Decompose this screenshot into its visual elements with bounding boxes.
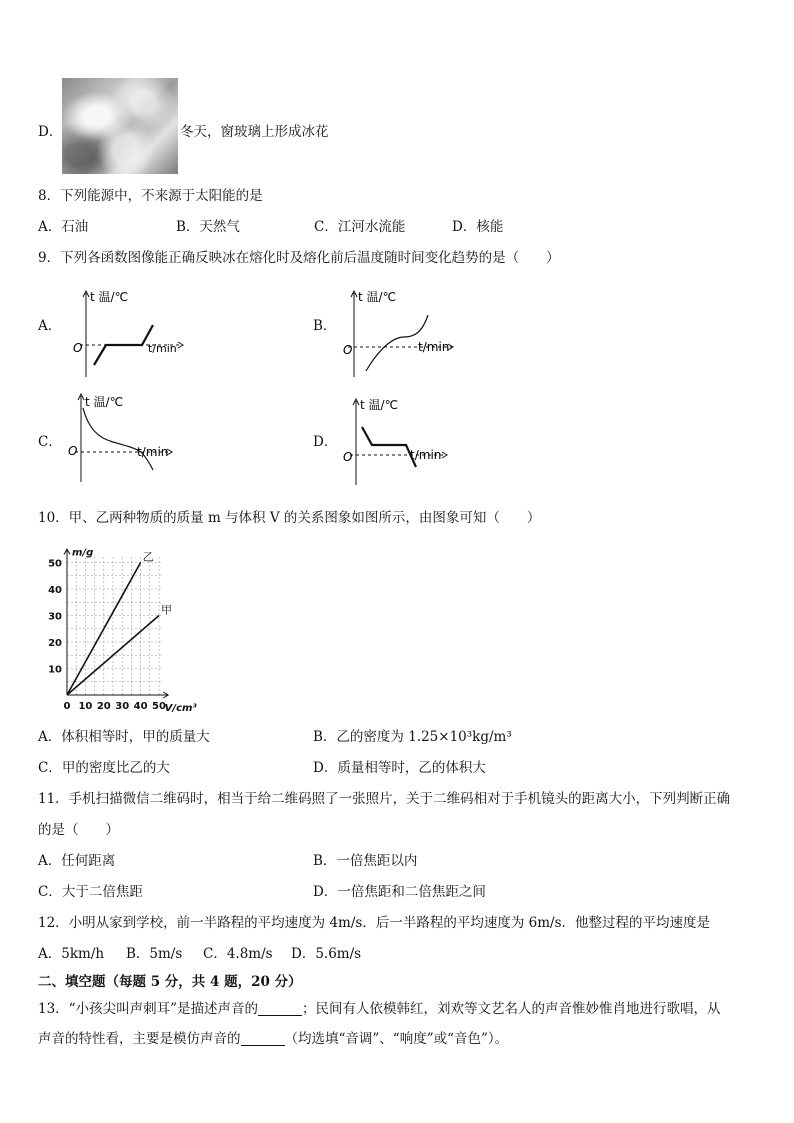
q7-option-d-text: 冬天，窗玻璃上形成冰花 (180, 124, 329, 140)
q7-option-d-label: D． (38, 124, 63, 140)
q9d-x-label: t/min (410, 448, 442, 462)
q9d-y-label: t 温/℃ (360, 398, 399, 412)
q11-option-d: D．一倍焦距和二倍焦距之间 (313, 884, 486, 900)
q13-part2: ；民间有人依模韩红，刘欢等文艺名人的声音惟妙惟肖地进行歌唱，从 (301, 1001, 721, 1017)
mass-volume-chart (40, 532, 260, 717)
q9-label-b: B． (313, 318, 337, 334)
q9-graph-b (338, 285, 458, 380)
y-tick-label: 10 (48, 664, 62, 676)
q9-label-a: A． (38, 318, 62, 334)
q12-option-d: D．5.6m/s (291, 946, 362, 962)
q13-part4: （均选填“音调”、“响度”或“音色”）。 (284, 1031, 509, 1047)
q13-line1 (38, 999, 720, 1019)
section-2-title: 二、填空题（每题 5 分，共 4 题，20 分） (38, 974, 302, 990)
frost-window-photo (62, 78, 178, 174)
q10-option-c: C．甲的密度比乙的大 (38, 760, 170, 776)
y-tick-label: 30 (48, 611, 62, 623)
x-tick-label: 50 (152, 701, 166, 712)
q8-option-c: C．江河水流能 (314, 219, 406, 235)
q8-option-a: A．石油 (38, 219, 89, 235)
q12-option-a: A．5km/h (38, 946, 105, 962)
q13-line2 (38, 1029, 508, 1049)
q9-graph-a (70, 285, 190, 380)
q11-option-a: A．任何距离 (38, 853, 116, 869)
x-tick-label: 20 (96, 701, 111, 712)
y-tick-label: 50 (48, 558, 62, 570)
x-tick-label: 40 (133, 701, 148, 712)
series-label-jia: 甲 (161, 603, 172, 617)
q11-stem-line1: 11．手机扫描微信二维码时，相当于给二维码照了一张照片，关于二维码相对于手机镜头的距离大小，下列判断正确 (38, 791, 731, 807)
x-tick-label: 30 (115, 701, 130, 712)
q8-option-b: B．天然气 (176, 219, 240, 235)
q12-stem: 12．小明从家到学校，前一半路程的平均速度为 4m/s．后一半路程的平均速度为 6m/s．他整过程的平均速度是 (38, 915, 710, 931)
q13-blank-2[interactable] (241, 1031, 285, 1046)
q9-graph-c (65, 390, 185, 485)
q9-label-c: C． (38, 434, 62, 450)
q9a-origin: O (73, 341, 83, 355)
y-tick-label: 40 (48, 585, 62, 596)
q11-stem-line2: 的是（ ） (38, 822, 119, 838)
q11-option-b: B．一倍焦距以内 (313, 853, 418, 869)
q9-stem: 9．下列各函数图像能正确反映冰在熔化时及熔化前后温度随时间变化趋势的是（ ） (38, 250, 560, 266)
q12-option-c: C．4.8m/s (203, 946, 273, 962)
q13-blank-1[interactable] (258, 1001, 302, 1016)
x-tick-label: 0 (63, 701, 71, 712)
q9a-x-label: t/min (148, 342, 177, 355)
q10-option-a: A．体积相等时，甲的质量大 (38, 729, 210, 745)
x-axis-label: V/cm³ (164, 703, 197, 714)
q9d-origin: O (343, 450, 353, 464)
q9a-y-label: t 温/℃ (90, 290, 129, 304)
q10-stem: 10．甲、乙两种物质的质量 m 与体积 V 的关系图象如图所示，由图象可知（ ） (38, 510, 541, 526)
q13-part3: 声音的特性看，主要是模仿声音的 (38, 1031, 241, 1047)
x-tick-label: 10 (78, 701, 93, 712)
q9b-origin: O (343, 343, 353, 357)
series-label-yi: 乙 (142, 550, 154, 564)
q10-option-d: D．质量相等时，乙的体积大 (313, 760, 486, 776)
q9c-x-label: t/min (137, 445, 169, 459)
y-axis-label: m/g (72, 547, 94, 559)
q8-option-d: D．核能 (452, 219, 504, 235)
q8-stem: 8．下列能源中，不来源于太阳能的是 (38, 188, 263, 204)
q9-graph-d (340, 393, 460, 488)
q10-option-b: B．乙的密度为 1.25×10³kg/m³ (313, 729, 512, 745)
q11-option-c: C．大于二倍焦距 (38, 884, 143, 900)
q9b-y-label: t 温/℃ (358, 290, 397, 304)
q9-label-d: D． (313, 434, 338, 450)
q9b-x-label: t/min (418, 340, 450, 354)
q13-part1: 13．“小孩尖叫声刺耳”是描述声音的 (38, 1001, 258, 1017)
q9c-y-label: t 温/℃ (85, 395, 124, 409)
q12-option-b: B．5m/s (126, 946, 183, 962)
q9c-origin: O (68, 444, 78, 458)
y-tick-label: 20 (48, 638, 62, 649)
